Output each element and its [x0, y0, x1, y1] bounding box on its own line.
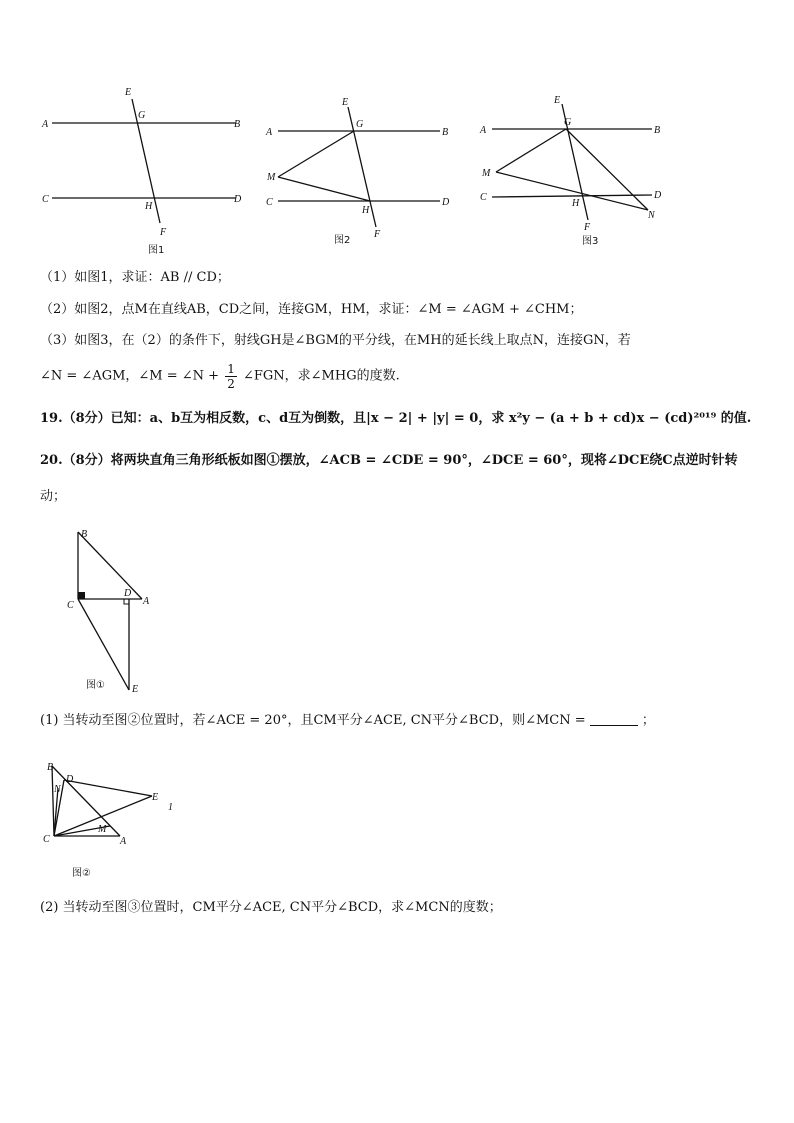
label-b: B	[81, 529, 88, 540]
segment-ce	[78, 599, 129, 690]
figure-q20-2	[40, 758, 185, 883]
q18-part2: （2）如图2，点M在直线AB，CD之间，连接GM，HM，求证：∠M = ∠AGM + ∠CHM；	[40, 302, 583, 317]
label-e: E	[152, 792, 159, 803]
label-f: F	[374, 229, 381, 240]
label-a: A	[120, 836, 127, 847]
right-angle-mark-d	[124, 599, 129, 604]
label-d: D	[66, 774, 74, 785]
label-n: N	[54, 784, 61, 795]
q18-part3-line2	[40, 362, 400, 396]
q20-part1-end: ；	[641, 713, 655, 728]
figure-1-drawing	[40, 85, 250, 255]
label-c: C	[480, 192, 487, 203]
label-b: B	[234, 119, 241, 130]
label-a: A	[266, 127, 273, 138]
label-e: E	[342, 97, 349, 108]
label-d: D	[124, 588, 132, 599]
figure-1	[40, 85, 250, 255]
q18-part3-line2-b: ∠FGN，求∠MHG的度数.	[242, 368, 400, 384]
label-e: E	[132, 684, 139, 695]
figure-3-drawing	[476, 92, 676, 252]
label-f: F	[160, 227, 167, 238]
q18-part3-line2-a: ∠N = ∠AGM，∠M = ∠N +	[40, 368, 220, 384]
q18-part1: （1）如图1，求证：AB // CD；	[40, 270, 230, 285]
figure-2-drawing	[262, 95, 462, 250]
segment-bc	[52, 766, 54, 836]
figure-2	[262, 95, 462, 250]
label-h: H	[572, 198, 580, 209]
label-m: M	[98, 824, 107, 835]
label-m: M	[482, 168, 491, 179]
segment-gm	[278, 131, 354, 177]
label-d: D	[234, 194, 242, 205]
figure-q20-2-drawing	[40, 758, 185, 883]
fraction	[225, 362, 237, 391]
segment-de	[64, 780, 152, 796]
label-d: D	[654, 190, 662, 201]
label-m: M	[267, 172, 276, 183]
figure-1-caption: 图1	[148, 245, 165, 256]
figure-q20-1-caption: 图①	[86, 680, 105, 691]
figure-q20-1	[60, 522, 170, 700]
figure-q20-2-caption: 图②	[72, 868, 91, 879]
q20-part1-text: (1) 当转动至图②位置时，若∠ACE = 20°，且CM平分∠ACE, CN平分∠BCD，则∠MCN =	[40, 713, 586, 728]
label-b: B	[47, 762, 54, 773]
label-a: A	[143, 596, 150, 607]
q20-line1: 20.（8分）将两块直角三角形纸板如图①摆放，∠ACB = ∠CDE = 90°，∠DCE = 60°，现将∠DCE绕C点逆时针转	[40, 453, 738, 468]
label-1: 1	[168, 802, 173, 813]
label-c: C	[43, 834, 50, 845]
label-g: G	[356, 119, 364, 130]
figure-3	[476, 92, 676, 252]
segment-hm	[278, 177, 370, 201]
segment-cn	[54, 788, 58, 836]
figure-3-caption: 图3	[582, 236, 599, 247]
label-c: C	[266, 197, 273, 208]
figure-2-caption: 图2	[334, 235, 351, 246]
q18-part3-line1: （3）如图3，在（2）的条件下，射线GH是∠BGM的平分线，在MH的延长线上取点N，连接GN，若	[40, 333, 631, 348]
segment-ba	[78, 532, 142, 599]
label-b: B	[654, 125, 661, 136]
q19-text: 19.（8分）已知：a、b互为相反数，c、d互为倒数，且|x − 2| + |y| = 0，求 x²y − (a + b + cd)x − (cd)²⁰¹⁹ 的值.	[40, 411, 752, 426]
fraction-denominator: 2	[227, 377, 235, 391]
label-b: B	[442, 127, 449, 138]
label-e: E	[554, 95, 561, 106]
figure-q20-1-drawing	[60, 522, 170, 700]
right-angle-mark-c	[78, 592, 85, 599]
label-n: N	[648, 210, 655, 221]
q20-line2: 动；	[40, 489, 67, 504]
label-a: A	[480, 125, 487, 136]
label-h: H	[145, 201, 153, 212]
q20-part2: (2) 当转动至图③位置时，CM平分∠ACE, CN平分∠BCD，求∠MCN的度数；	[40, 900, 502, 915]
label-c: C	[42, 194, 49, 205]
segment-gm	[496, 129, 566, 172]
label-h: H	[362, 205, 370, 216]
answer-blank[interactable]	[590, 711, 638, 726]
label-a: A	[42, 119, 49, 130]
label-g: G	[138, 110, 146, 121]
label-c: C	[67, 600, 74, 611]
fraction-numerator: 1	[227, 362, 235, 376]
line-cd	[492, 195, 652, 197]
label-g: G	[564, 117, 572, 128]
label-d: D	[442, 197, 450, 208]
label-e: E	[125, 87, 132, 98]
q20-part1	[40, 711, 655, 730]
label-f: F	[584, 222, 591, 233]
